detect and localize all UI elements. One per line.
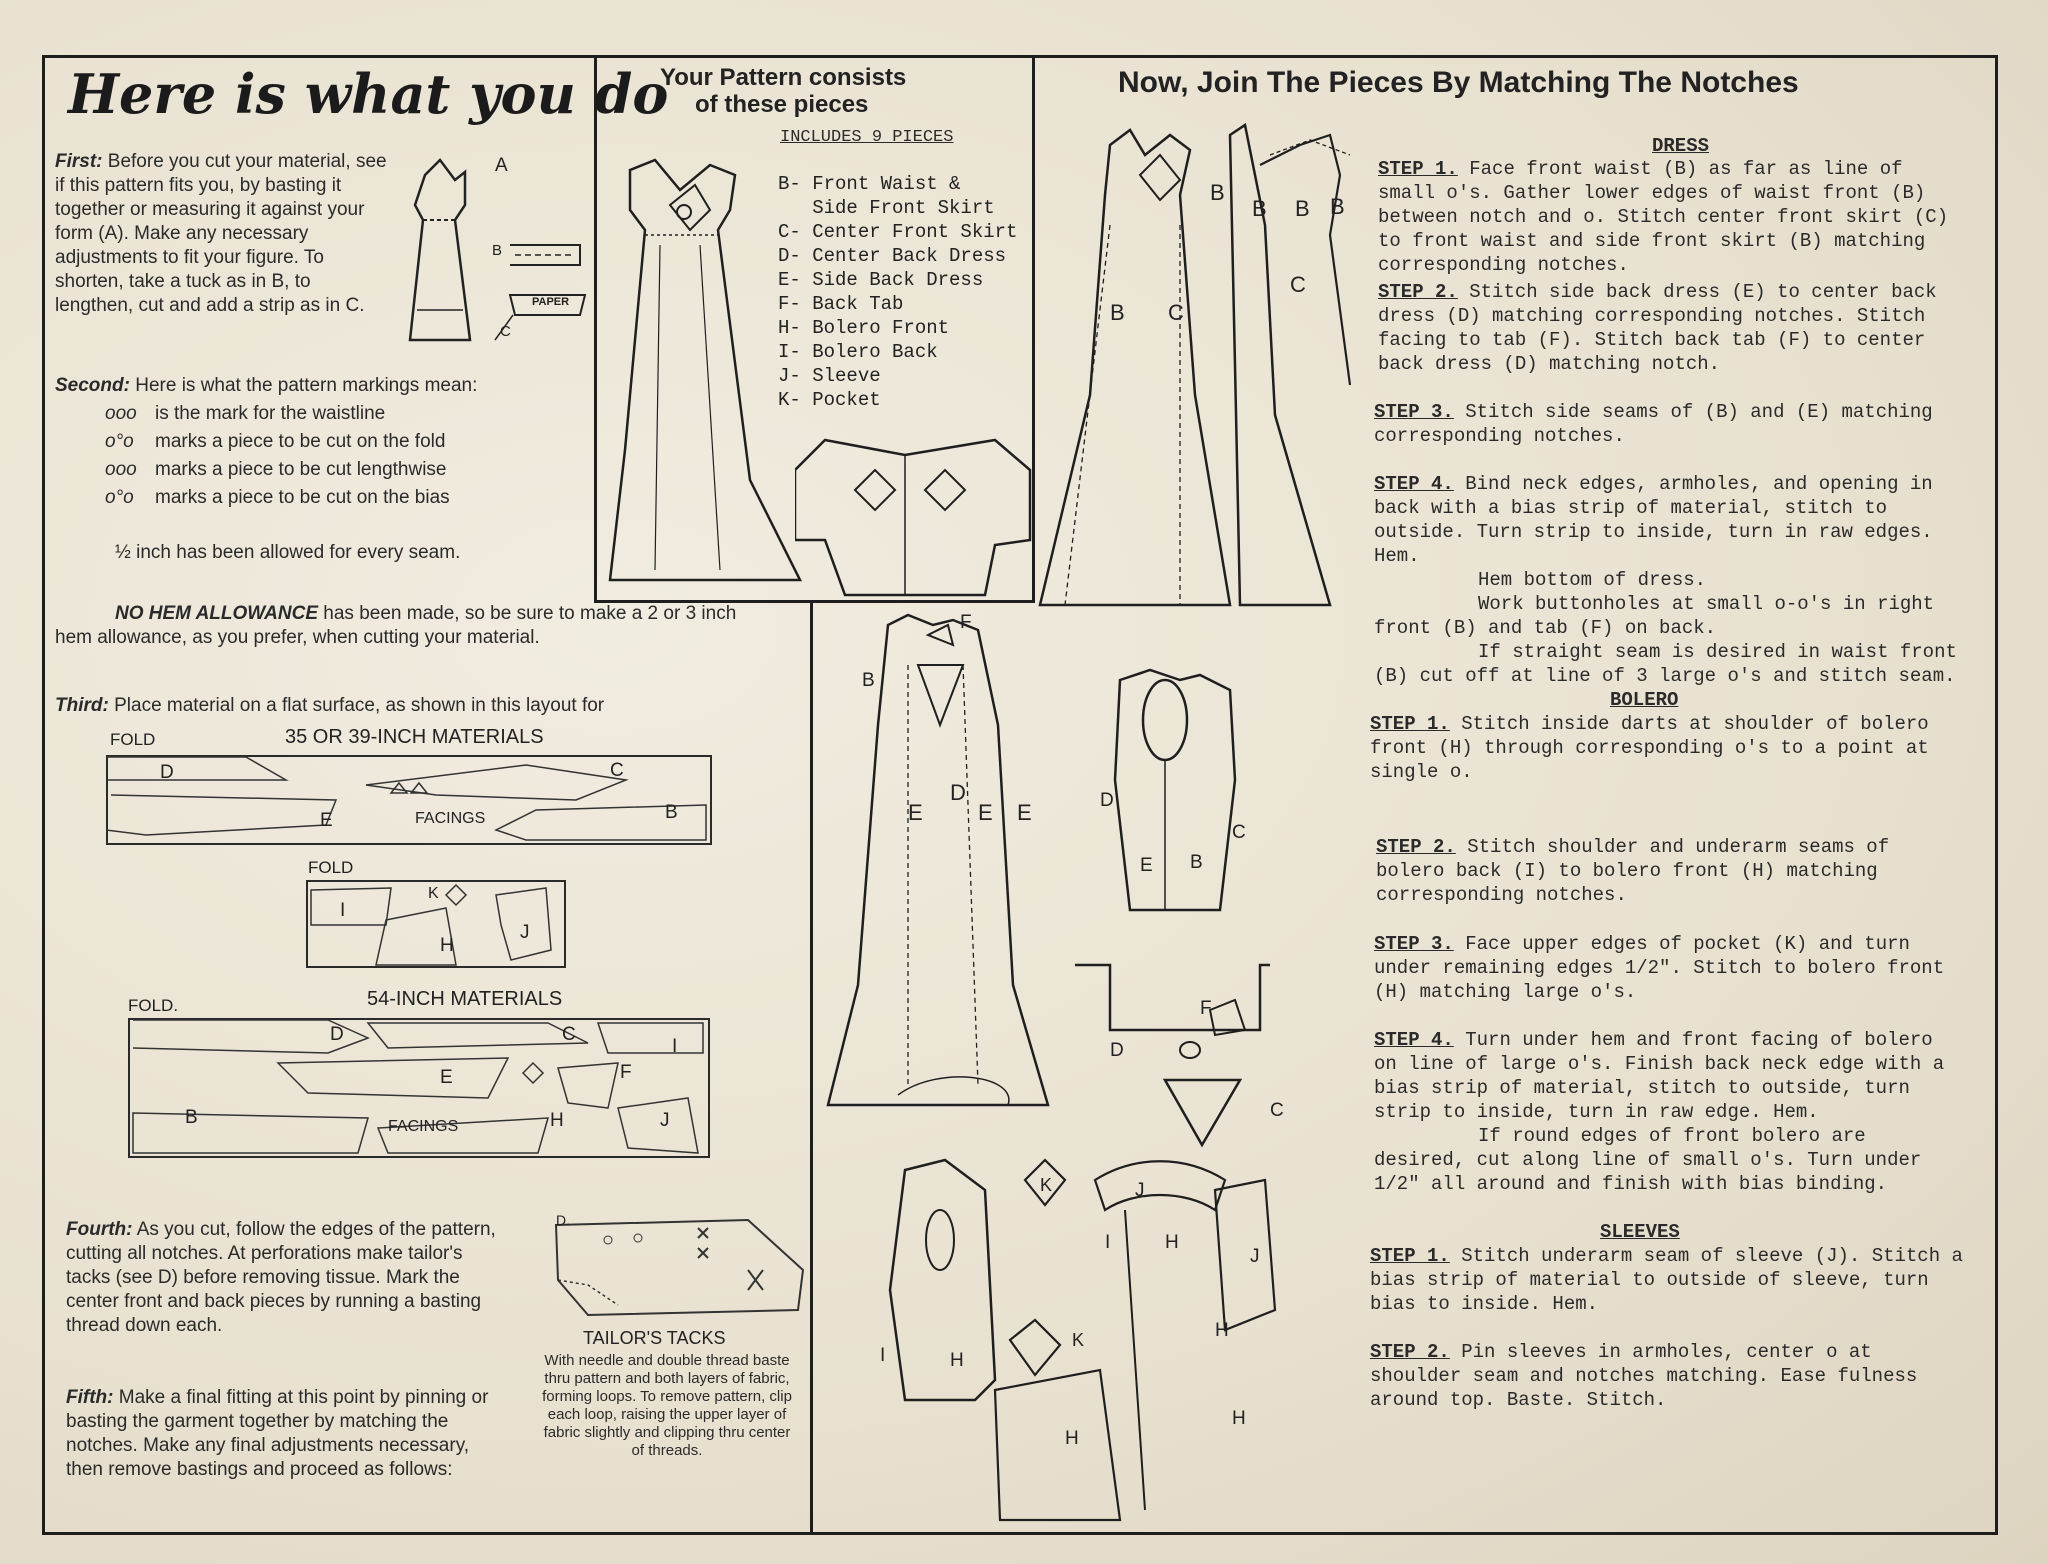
layout1-label-b: B [665, 802, 678, 823]
sleeve-step-1: STEP 1. Stitch underarm seam of sleeve (J). Stitch a bias strip of material to outside of sleeve, turn bias to inside. Hem. [1370, 1245, 1963, 1315]
hem-paragraph [55, 602, 755, 650]
front-assembly-diagram [1030, 115, 1380, 615]
diagram-label-e3: E [1017, 800, 1032, 825]
piece-item-d: D- Center Back Dress [778, 245, 1007, 267]
dress-step-2: STEP 2. Stitch side back dress (E) to center back dress (D) matching corresponding notches. Stitch facing to tab (F). Stitch back tab (F) to center back dress (D) matching notch. [1378, 281, 1937, 375]
dress-heading: DRESS [1652, 135, 1710, 157]
layout1-fold-label: FOLD [110, 730, 156, 749]
diagram-label-c3: C [1232, 822, 1246, 843]
bolero-heading: BOLERO [1610, 689, 1679, 711]
seam-allowance-text: ½ inch has been allowed for every seam. [115, 542, 461, 563]
bolero-step-1: STEP 1. Stitch inside darts at shoulder of bolero front (H) through corresponding o's to a point at single o. [1370, 713, 1929, 783]
third-text: Place material on a flat surface, as shown in this layout for [114, 695, 605, 716]
layout2-label-j: J [520, 922, 530, 943]
piece-item-j: J- Sleeve [778, 365, 881, 387]
diagram-label-i1: I [1105, 1232, 1111, 1253]
layout2-label-i: I [340, 900, 346, 921]
diagram-label-d2: D [1100, 790, 1114, 811]
diagram-label-b4: B [1295, 196, 1310, 221]
diagram-label-h1: H [1165, 1232, 1179, 1253]
bolero-step-2: STEP 2. Stitch shoulder and underarm seams of bolero back (I) to bolero front (H) matching corresponding notches. [1376, 836, 1890, 906]
layout3-pieces-drawing [128, 1018, 710, 1158]
second-text: Here is what the pattern markings mean: [135, 375, 478, 396]
diagram-label-c4: C [1270, 1100, 1284, 1121]
diagram-label-c1: C [1168, 300, 1184, 325]
diagram-label-e2: E [978, 800, 993, 825]
layout2-label-h: H [440, 935, 454, 956]
second-label: Second: [55, 375, 130, 396]
diagram-label-f2: F [1200, 998, 1212, 1019]
layout3-label-j: J [660, 1110, 670, 1131]
piece-item-c: C- Center Front Skirt [778, 221, 1018, 243]
diagram-label-h4: H [1215, 1320, 1229, 1341]
piece-item-k: K- Pocket [778, 389, 881, 411]
piece-list [778, 172, 1017, 412]
diagram-label-e1: E [908, 800, 923, 825]
bolero-seam-diagram [1100, 660, 1250, 940]
third-label: Third: [55, 695, 109, 716]
diagram-label-k2: K [1072, 1330, 1085, 1350]
divider-lower-left [810, 600, 813, 1535]
layout3-label-d: D [330, 1024, 344, 1045]
includes-count: INCLUDES 9 PIECES [780, 128, 954, 147]
dress-step-1: STEP 1. Face front waist (B) as far as line of small o's. Gather lower edges of waist front (B) between notch and o. Stitch center front skirt (C) to front waist and side front skirt (B) matching corresponding notches. [1378, 158, 1949, 276]
piece-item-e: E- Side Back Dress [778, 269, 984, 291]
diagram-label-j2: J [1250, 1246, 1260, 1267]
layout1-label-d: D [160, 762, 174, 783]
marking-row-4: o°o marks a piece to be cut on the bias [105, 487, 450, 508]
page-title: Here is what you do [68, 62, 669, 126]
piece-item-i: I- Bolero Back [778, 341, 938, 363]
layout1-title: 35 OR 39-INCH MATERIALS [285, 726, 544, 748]
diagram-label-d3: D [1110, 1040, 1124, 1061]
layout1-label-c: C [610, 760, 624, 781]
fifth-label: Fifth: [66, 1387, 114, 1408]
fig-label-a: A [495, 155, 508, 176]
fitting-figure-illustration [395, 150, 595, 370]
marking-row-2: o°o marks a piece to be cut on the fold [105, 431, 446, 452]
diagram-label-e4: E [1140, 855, 1153, 876]
marking-row-3: ooo marks a piece to be cut lengthwise [105, 459, 447, 480]
fig-label-paper: PAPER [532, 296, 570, 308]
second-paragraph [55, 374, 595, 398]
layout1-label-facings: FACINGS [415, 810, 486, 827]
back-assembly-diagram [818, 605, 1078, 1125]
diagram-label-b1: B [1110, 300, 1125, 325]
tailors-tacks-text: With needle and double thread baste thru pattern and both layers of fabric, forming loops. To remove pattern, clip each loop, raising the upper layer of fabric slightly and clipping thru center of threads. [542, 1352, 792, 1459]
diagram-label-b6: B [862, 670, 875, 691]
dress-step-4-straight-seam: If straight seam is desired in waist front (B) cut off at line of 3 large o's and stitch seam. [1374, 641, 1957, 687]
fifth-text: Make a final fitting at this point by pinning or basting the garment together by matching the notches. Make any final adjustments necessary, then remove bastings and proceed as follows: [66, 1387, 489, 1480]
pieces-title-line2: of these pieces [695, 91, 869, 118]
bolero-round-edges: If round edges of front bolero are desired, cut along line of small o's. Turn under 1/2" all around and finish with bias binding. [1374, 1125, 1922, 1195]
fourth-label: Fourth: [66, 1219, 133, 1240]
marking-row-1: ooo is the mark for the waistline [105, 403, 386, 424]
diagram-label-b2: B [1210, 180, 1225, 205]
fourth-paragraph [66, 1218, 506, 1338]
dress-step-4: STEP 4. Bind neck edges, armholes, and opening in back with a bias strip of material, stitch to outside. Turn strip to inside, turn in raw edges. Hem. [1374, 473, 1933, 567]
fig-label-c: C [500, 323, 511, 340]
diagram-label-f1: F [960, 612, 972, 633]
diagram-label-b3: B [1252, 196, 1267, 221]
diagram-label-i2: I [880, 1345, 886, 1366]
hem-label: NO HEM ALLOWANCE [115, 603, 319, 624]
sleeve-step-2: STEP 2. Pin sleeves in armholes, center o at shoulder seam and notches matching. Ease fulness around top. Baste. Stitch. [1370, 1341, 1918, 1411]
layout3-fold-label: FOLD. [128, 996, 179, 1015]
tailors-tacks-title: TAILOR'S TACKS [583, 1328, 726, 1348]
pieces-title-line1: Your Pattern consists [660, 64, 907, 91]
piece-item-h: H- Bolero Front [778, 317, 950, 339]
layout3-label-f: F [620, 1062, 632, 1083]
layout3-title: 54-INCH MATERIALS [367, 988, 563, 1010]
diagram-label-j1: J [1135, 1180, 1145, 1201]
layout3-label-e: E [440, 1067, 453, 1088]
dress-step-4-buttonholes: Work buttonholes at small o-o's in right front (B) and tab (F) on back. [1374, 593, 1935, 639]
diagram-label-h3: H [1065, 1428, 1079, 1449]
diagram-label-b5: B [1330, 194, 1345, 219]
hem-text: has been made, so be sure to make a 2 or 3 inch hem allowance, as you prefer, when cutting your material. [55, 603, 737, 648]
tailors-tacks-d-label: D. [556, 1212, 570, 1228]
layout3-label-facings: FACINGS [388, 1118, 459, 1135]
first-label: First: [55, 151, 103, 172]
fifth-paragraph [66, 1386, 506, 1482]
sleeves-heading: SLEEVES [1600, 1221, 1680, 1243]
layout3-label-h: H [550, 1110, 564, 1131]
bolero-step-3: STEP 3. Face upper edges of pocket (K) and turn under remaining edges 1/2". Stitch to bolero front (H) matching large o's. [1374, 933, 1945, 1003]
layout1-label-e: E [320, 810, 333, 831]
layout3-label-b: B [185, 1107, 198, 1128]
piece-item-b: B- Front Waist & [778, 173, 961, 195]
layout3-label-i: I [672, 1036, 678, 1057]
diagram-label-d1: D [950, 780, 966, 805]
piece-item-b-cont: Side Front Skirt [778, 197, 995, 219]
dress-step-4-hem: Hem bottom of dress. [1478, 569, 1707, 591]
layout2-label-k: K [428, 885, 439, 902]
tab-and-pocket-diagram [1070, 960, 1310, 1160]
first-paragraph [55, 150, 390, 318]
bolero-step-4: STEP 4. Turn under hem and front facing of bolero on line of large o's. Finish back neck edge with a bias strip of material, stitch to outside, turn strip to inside, turn in raw edge. Hem. [1374, 1029, 1945, 1123]
diagram-label-h5: H [1232, 1408, 1246, 1429]
layout3-label-c: C [562, 1024, 576, 1045]
diagram-label-h2: H [950, 1350, 964, 1371]
diagram-label-k1: K [1040, 1175, 1053, 1195]
third-paragraph [55, 694, 775, 718]
bolero-sketch [795, 430, 1035, 600]
piece-item-f: F- Back Tab [778, 293, 904, 315]
layout2-fold-label: FOLD [308, 858, 354, 877]
diagram-label-b-mid: B [1190, 852, 1203, 873]
fig-label-b: B [492, 242, 503, 259]
fourth-text: As you cut, follow the edges of the pattern, cutting all notches. At perforations make tailor's tacks (see D) before removing tissue. Mark the center front and back pieces by running a basting thread down each. [66, 1219, 496, 1336]
dress-step-3: STEP 3. Stitch side seams of (B) and (E) matching corresponding notches. [1374, 401, 1933, 447]
diagram-label-c2: C [1290, 272, 1306, 297]
joining-title: Now, Join The Pieces By Matching The Notches [1118, 66, 1799, 99]
first-text: Before you cut your material, see if this pattern fits you, by basting it together or measuring it against your form (A). Make any necessary adjustments to fit your figure. To shorten, take a tuck as in B, to lengthen, cut and add a strip as in C. [55, 151, 387, 316]
tailors-tacks-illustration [548, 1210, 816, 1320]
